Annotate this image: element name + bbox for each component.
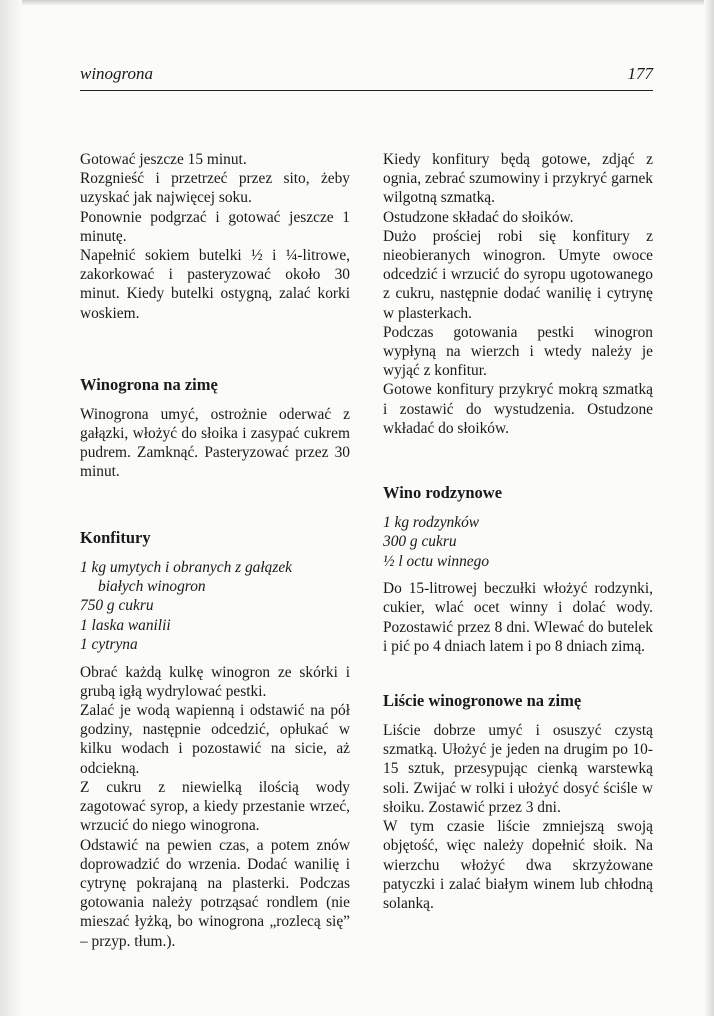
- paragraph: Liście dobrze umyć i osuszyć czystą szmatką. Ułożyć je jeden na drugim po 10-15 sztuk, przesypując cienką warstewką soli. Zwijać w rolki i ułożyć dosyć ściśle w słoiku. Zostawić przez 3 dni.: [383, 722, 653, 816]
- ingredient: 1 laska wanilii: [80, 616, 171, 634]
- paragraph: Kiedy konfitury będą gotowe, zdjąć z ognia, zebrać szumowiny i przykryć garnek wilgotną szmatką.: [383, 151, 653, 207]
- running-title: winogrona: [80, 64, 154, 83]
- ingredient: 1 kg rodzynków: [383, 514, 480, 532]
- page-left-edge: [0, 0, 22, 1016]
- paragraph: Rozgnieść i przetrzeć przez sito, żeby uzyskać jak najwięcej soku.: [80, 170, 350, 207]
- right-column: [383, 150, 653, 913]
- section-heading-liscie: Liście winogronowe na zimę: [383, 691, 582, 711]
- section-heading-winter: Winogrona na zimę: [80, 374, 218, 394]
- paragraph: Winogrona umyć, ostrożnie oderwać z gałązki, włożyć do słoika i zasypać cukrem pudrem. Zamknąć. Pasteryzować przez 30 minut.: [80, 405, 350, 481]
- ingredient-list: [383, 513, 653, 571]
- page-top-edge: [0, 0, 714, 6]
- paragraph: Podczas gotowania pestki winogron wypłyną na wierzch i wtedy należy je wyjąć z konfitur.: [383, 323, 653, 380]
- paragraph: Napełnić sokiem butelki ½ i ¼-litrowe, zakorkować i pasteryzować około 30 minut. Kiedy butelki ostygną, zalać korki woskiem.: [80, 247, 350, 322]
- paragraph: Obrać każdą kulkę winogron ze skórki i grubą igłą wydrylować pestki.: [80, 663, 350, 700]
- paragraph: Ponownie podgrzać i gotować jeszcze 1 minutę.: [80, 208, 350, 245]
- paragraph: Gotować jeszcze 15 minut.: [80, 151, 247, 168]
- page-right-edge: [704, 0, 714, 1016]
- ingredient: 1 cytryna: [80, 636, 138, 654]
- paragraph: Dużo prościej robi się konfitury z nieobieranych winogron. Umyte owoce odcedzić i wrzucić do syropu ugotowanego z cukru, następnie dodać wanilię i cytrynę w plasterkach.: [383, 227, 653, 322]
- ingredient: 1 kg umytych i obranych z gałązek: [80, 558, 292, 576]
- paragraph: Do 15-litrowej beczułki włożyć rodzynki, cukier, wlać ocet winny i dolać wody. Pozostawić przez 8 dni. Wlewać do butelek i pić po 4 dniach latem i po 8 dniach zimą.: [383, 580, 653, 655]
- ingredient-list: [80, 558, 350, 655]
- section-heading-konfitury: Konfitury: [80, 527, 151, 547]
- page-number: 177: [627, 64, 653, 83]
- ingredient: 750 g cukru: [80, 597, 154, 615]
- paragraph: Zalać je wodą wapienną i odstawić na pół godziny, następnie odcedzić, opłukać w kilku wodach i pozostawić na sicie, aż odciekną.: [80, 702, 350, 777]
- paragraph: Gotowe konfitury przykryć mokrą szmatką i zostawić do wystudzenia. Ostudzone wkładać do słoików.: [383, 381, 653, 437]
- section-heading-wino: Wino rodzynowe: [383, 483, 503, 503]
- ingredient: ½ l octu winnego: [383, 552, 490, 570]
- paragraph: W tym czasie liście zmniejszą swoją objętość, więc należy dopełnić słoik. Na wierzchu włożyć dwa skrzyżowane patyczki i zalać białym winem lub chłodną solanką.: [383, 818, 653, 912]
- ingredient: białych winogron: [98, 578, 206, 596]
- paragraph: Odstawić na pewien czas, a potem znów doprowadzić do wrzenia. Dodać wanilię i cytrynę pokrajaną na plasterki. Podczas gotowania należy potrząsać rondlem (nie mieszać łyżką, bo winogrona „rozlecą się” – przyp. tłum.).: [80, 836, 350, 950]
- paragraph: Ostudzone składać do słoików.: [383, 208, 574, 226]
- left-column: [80, 150, 350, 951]
- running-header: [80, 62, 653, 91]
- paragraph: Z cukru z niewielką ilością wody zagotować syrop, a kiedy przestanie wrzeć, wrzucić do niego winogrona.: [80, 778, 350, 835]
- ingredient: 300 g cukru: [383, 533, 457, 551]
